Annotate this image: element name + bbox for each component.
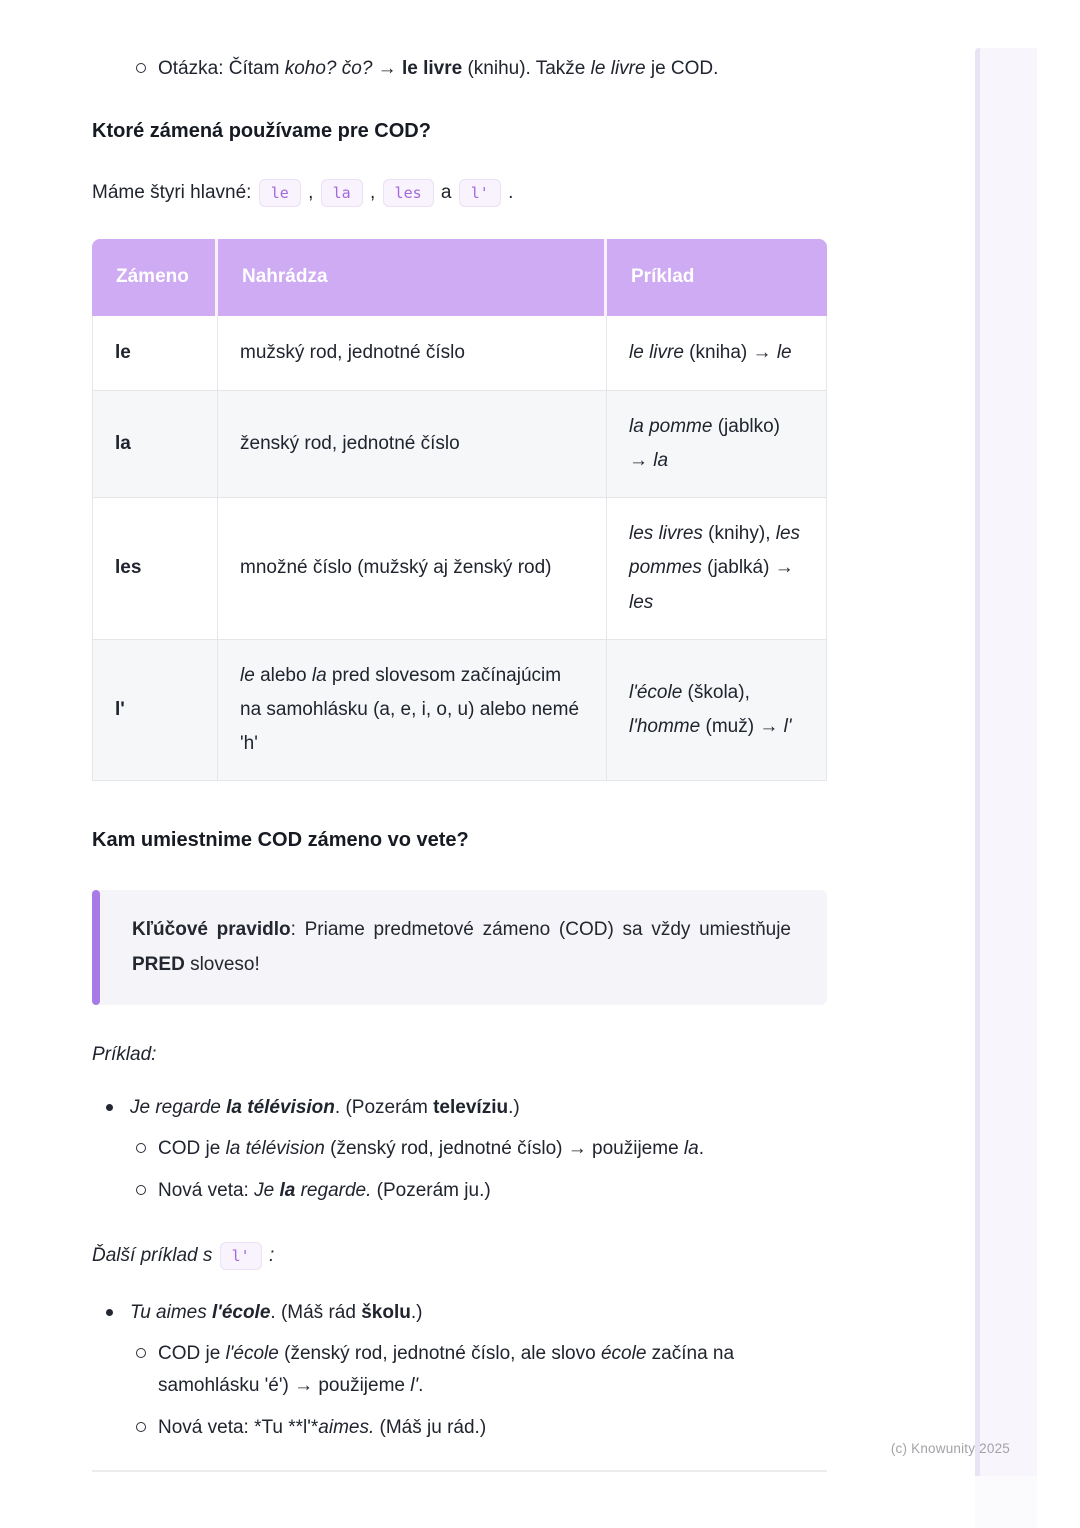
example2-label: Ďalší príklad s l' : <box>92 1237 827 1275</box>
cell-replaces: le alebo la pred slovesom začínajúcim na samohlásku (a, e, i, o, u) alebo nemé 'h' <box>218 640 607 782</box>
list-item <box>92 53 827 85</box>
table-row <box>92 316 827 391</box>
cell-pronoun: l' <box>92 640 218 782</box>
list-item <box>92 1297 827 1329</box>
example1-main: Je regarde la télévision. (Pozerám televíziu.) <box>130 1096 520 1118</box>
pronouns-line: Máme štyri hlavné: le , la , les a l' . <box>92 174 827 212</box>
callout-text: Kľúčové pravidlo: Priame predmetové zámeno (COD) sa vždy umiestňuje PRED sloveso! <box>132 919 791 975</box>
cell-example: les livres (knihy), les pommes (jablká) → les <box>607 498 827 640</box>
example2-sub1: COD je l'école (ženský rod, jednotné číslo, ale slovo école začína na samohlásku 'é') → použijeme l'. <box>158 1343 735 1397</box>
page-edge-strip <box>975 48 1037 1476</box>
circle-bullet-icon <box>136 63 146 73</box>
table-header-row <box>92 239 827 316</box>
cell-replaces: mužský rod, jednotné číslo <box>218 316 607 391</box>
example1-list <box>92 1092 827 1207</box>
cell-replaces: množné číslo (mužský aj ženský rod) <box>218 498 607 640</box>
circle-bullet-icon <box>136 1422 146 1432</box>
list-item <box>92 1338 827 1403</box>
example-label: Príklad: <box>92 1044 157 1066</box>
cell-pronoun: la <box>92 391 218 498</box>
disc-bullet-icon <box>106 1104 113 1111</box>
cell-replaces: ženský rod, jednotné číslo <box>218 391 607 498</box>
cell-pronoun: les <box>92 498 218 640</box>
example2-list <box>92 1297 827 1444</box>
circle-bullet-icon <box>136 1185 146 1195</box>
list-item <box>92 1092 827 1124</box>
cell-example: l'école (škola), l'homme (muž) → l' <box>607 640 827 782</box>
table-row <box>92 498 827 640</box>
circle-bullet-icon <box>136 1348 146 1358</box>
page-edge-strip-fade <box>975 1476 1037 1528</box>
table-header-pronoun: Zámeno <box>92 239 218 316</box>
table-header-replaces: Nahrádza <box>218 239 607 316</box>
example2-main: Tu aimes l'école. (Máš rád školu.) <box>130 1301 423 1323</box>
circle-bullet-icon <box>136 1143 146 1153</box>
cell-example: le livre (kniha) → le <box>607 316 827 391</box>
cell-example: la pomme (jablko) → la <box>607 391 827 498</box>
copyright-text: (c) Knowunity 2025 <box>890 1441 1010 1456</box>
callout-accent-bar <box>92 890 100 1005</box>
section-divider <box>92 1470 827 1472</box>
heading-pronouns: Ktoré zámená používame pre COD? <box>92 120 431 143</box>
example1-sub2: Nová veta: Je la regarde. (Pozerám ju.) <box>158 1179 491 1201</box>
list-item <box>92 1133 827 1165</box>
list-item <box>92 1175 827 1207</box>
table-row <box>92 640 827 782</box>
table-header-example: Príklad <box>607 239 827 316</box>
document-content <box>92 0 827 1472</box>
cell-pronoun: le <box>92 316 218 391</box>
intro-list <box>92 53 827 85</box>
example1-sub1: COD je la télévision (ženský rod, jednotné číslo) → použijeme la. <box>158 1138 704 1160</box>
pronouns-table <box>92 239 827 781</box>
heading-placement: Kam umiestnime COD zámeno vo vete? <box>92 829 469 852</box>
key-rule-callout <box>92 890 827 1005</box>
disc-bullet-icon <box>106 1309 113 1316</box>
example2-sub2: Nová veta: *Tu **l'*aimes. (Máš ju rád.) <box>158 1416 487 1438</box>
list-item <box>92 1412 827 1444</box>
intro-bullet-text: Otázka: Čítam koho? čo? → le livre (knihu). Takže le livre je COD. <box>158 58 719 79</box>
table-row <box>92 391 827 498</box>
